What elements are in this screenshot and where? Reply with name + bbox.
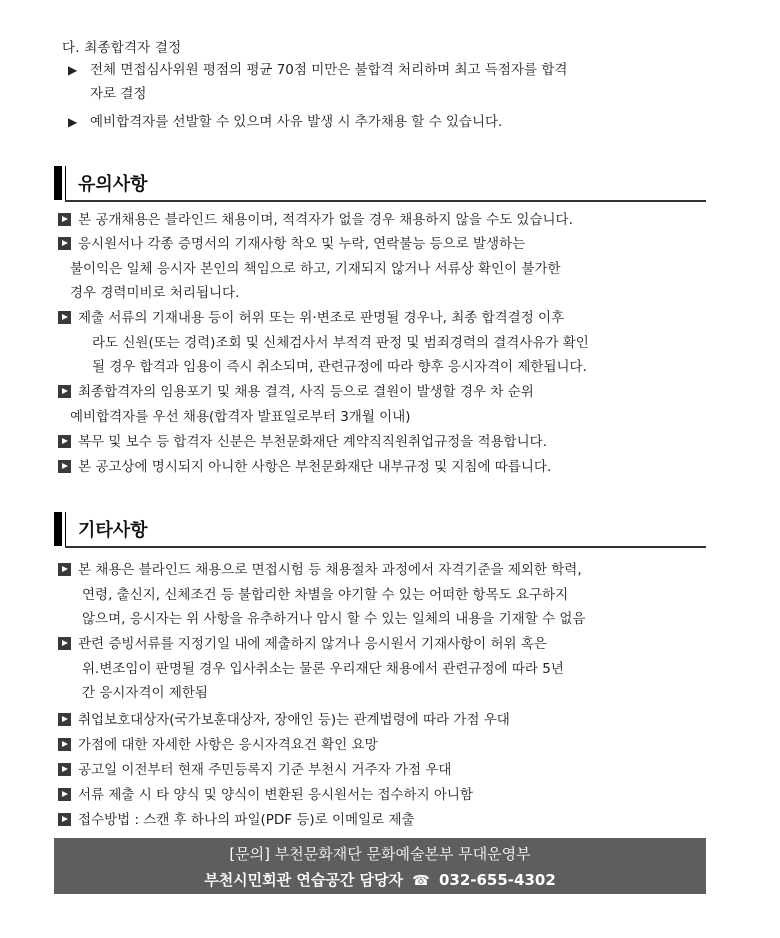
other-item: 관련 증빙서류를 지정기일 내에 제출하지 않거나 응시원서 기재사항이 허위 혹은 위.변조임이 판명될 경우 입사취소는 물론 우리재단 채용에서 관련규정에 따라 5년 간 응시자격이 제한됨 [58, 632, 718, 706]
notes-section-title: 유의사항 [78, 174, 148, 195]
section-marker-bar [54, 512, 62, 546]
triangle-bullet-icon: ▶ [68, 115, 78, 129]
section-underline [65, 200, 706, 202]
checkbox-bullet-icon [58, 788, 71, 801]
checkbox-bullet-icon [58, 713, 71, 726]
other-item: 가점에 대한 자세한 사항은 응시자격요건 확인 요망 [58, 733, 718, 758]
checkbox-bullet-icon [58, 311, 71, 324]
phone-number: 032-655-4302 [438, 871, 556, 889]
phone-icon: ☎ [412, 873, 430, 889]
checkbox-bullet-icon [58, 637, 71, 650]
checkbox-bullet-icon [58, 237, 71, 250]
notes-section-header [54, 162, 706, 202]
other-section-title: 기타사항 [78, 520, 148, 541]
contact-line [54, 869, 706, 890]
notes-item: 제출 서류의 기재내용 등이 허위 또는 위·변조로 판명될 경우나, 최종 합격결정 이후 라도 신원(또는 경력)조회 및 신체검사서 부적격 판정 및 범죄경력의 결격사유가 확인 될 경우 합격과 임용이 즉시 취소되며, 관련규정에 따라 향후 응시자격이 제한됩니다. [58, 306, 718, 380]
checkbox-bullet-icon [58, 213, 71, 226]
inquiry-line: [문의] 부천문화재단 문화예술본부 무대운영부 [229, 845, 531, 863]
other-section-header [54, 508, 706, 548]
checkbox-bullet-icon [58, 460, 71, 473]
checkbox-bullet-icon [58, 385, 71, 398]
selection-item: ▶ 전체 면접심사위원 평점의 평균 70점 미만은 불합격 처리하며 최고 득점자를 합격 자로 결정 [68, 58, 678, 106]
other-item: 취업보호대상자(국가보훈대상자, 장애인 등)는 관계법령에 따라 가점 우대 [58, 708, 718, 733]
checkbox-bullet-icon [58, 813, 71, 826]
contact-banner [54, 838, 706, 894]
checkbox-bullet-icon [58, 763, 71, 776]
notes-item: 복무 및 보수 등 합격자 신분은 부천문화재단 계약직직원취업규정을 적용합니다. [58, 430, 718, 455]
notes-item: 최종합격자의 임용포기 및 채용 결격, 사직 등으로 결원이 발생할 경우 차 순위 예비합격자를 우선 채용(합격자 발표일로부터 3개월 이내) [58, 380, 718, 429]
final-selection-heading: 다. 최종합격자 결정 [62, 40, 182, 56]
contact-person: 부천시민회관 연습공간 담당자 [204, 871, 404, 889]
section-underline [65, 546, 706, 548]
other-item: 서류 제출 시 타 양식 및 양식이 변환된 응시원서는 접수하지 아니함 [58, 783, 718, 808]
checkbox-bullet-icon [58, 563, 71, 576]
notes-item: 본 공개채용은 블라인드 채용이며, 적격자가 없을 경우 채용하지 않을 수도 있습니다. [58, 208, 718, 233]
section-marker-bar [54, 166, 62, 200]
checkbox-bullet-icon [58, 738, 71, 751]
other-item: 본 채용은 블라인드 채용으로 면접시험 등 채용절차 과정에서 자격기준을 제외한 학력, 연령, 출신지, 신체조건 등 불합리한 차별을 야기할 수 있는 어떠한 항목도 요구하지 않으며, 응시자는 위 사항을 유추하거나 암시 할 수 있는 일체의 내용을 기재할 수 없음 [58, 558, 718, 632]
selection-item: ▶ 예비합격자를 선발할 수 있으며 사유 발생 시 추가채용 할 수 있습니다. [68, 110, 678, 134]
checkbox-bullet-icon [58, 435, 71, 448]
other-item: 공고일 이전부터 현재 주민등록지 기준 부천시 거주자 가점 우대 [58, 758, 718, 783]
triangle-bullet-icon: ▶ [68, 63, 78, 77]
notes-item: 응시원서나 각종 증명서의 기재사항 착오 및 누락, 연락불능 등으로 발생하는 불이익은 일체 응시자 본인의 책임으로 하고, 기재되지 않거나 서류상 확인이 불가한 경우 경력미비로 처리됩니다. [58, 232, 718, 306]
other-item: 접수방법 : 스캔 후 하나의 파일(PDF 등)로 이메일로 제출 [58, 808, 718, 833]
notes-item: 본 공고상에 명시되지 아니한 사항은 부천문화재단 내부규정 및 지침에 따릅니다. [58, 455, 718, 480]
